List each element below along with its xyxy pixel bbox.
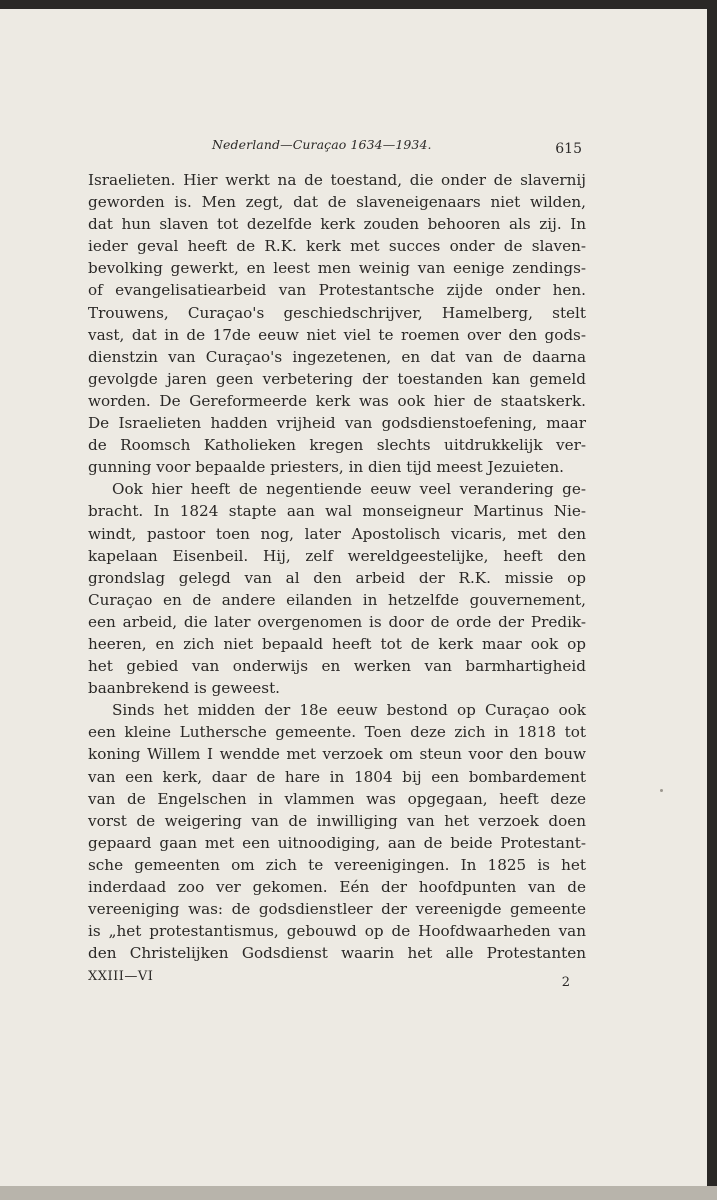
body-text [88,169,586,964]
text-line: inderdaad zoo ver gekomen. Eén der hoofdpunten van de [88,878,586,896]
text-line: sche gemeenten om zich te vereenigingen. In 1825 is het [88,855,586,874]
text-line: De Israelieten hadden vrijheid van godsdienstoefening, maar [88,414,586,433]
printer-signature: XXIII—VI [88,969,154,984]
text-line: bevolking gewerkt, en leest men weinig van eenige zendings- [88,259,586,278]
text-line: Israelieten. Hier werkt na de toestand, die onder de slavernij [88,171,586,189]
page-number: 615 [555,141,582,157]
text-line: Sinds het midden der 18e eeuw bestond op Curaçao ook [112,701,586,720]
text-line: van de Engelschen in vlammen was opgegaan, heeft deze [88,789,586,808]
running-head: Nederland—Curaçao 1634—1934. [212,137,432,152]
text-line: dat hun slaven tot dezelfde kerk zouden behooren als zij. In [88,215,586,234]
paper-speck [660,789,663,792]
text-line: gepaard gaan met een uitnoodiging, aan de beide Protestant- [88,833,586,852]
text-line: heeren, en zich niet bepaald heeft tot de kerk maar ook op [88,634,586,653]
text-line: kapelaan Eisenbeil. Hij, zelf wereldgeestelijke, heeft den [88,546,586,565]
page-footer [88,965,586,989]
text-line: bracht. In 1824 stapte aan wal monseigneur Martinus Nie- [88,502,586,521]
text-line: grondslag gelegd van al den arbeid der R.K. missie op [88,568,586,587]
text-line: een arbeid, die later overgenomen is door de orde der Predik- [88,612,586,631]
text-line: den Christelijken Godsdienst waarin het alle Protestanten [88,944,586,963]
text-line: van een kerk, daar de hare in 1804 bij een bombardement [88,767,586,786]
text-line: dienstzin van Curaçao's ingezetenen, en dat van de daarna [88,347,586,366]
text-line: is „het protestantismus, gebouwd op de Hoofdwaarheden van [88,922,586,941]
sheet-number: 2 [561,975,570,990]
text-line: of evangelisatiearbeid van Protestantsche zijde onder hen. [88,281,586,300]
text-line: windt, pastoor toen nog, later Apostolisch vicaris, met den [88,524,586,543]
text-line: baanbrekend is geweest. [88,679,280,698]
text-line: vast, dat in de 17de eeuw niet viel te roemen over den gods- [88,325,586,344]
scan-top-edge [0,0,717,9]
scan-bottom-edge [0,1186,717,1200]
text-line: gevolgde jaren geen verbetering der toestanden kan gemeld [88,369,586,388]
text-line: een kleine Luthersche gemeente. Toen deze zich in 1818 tot [88,723,586,742]
text-line: Trouwens, Curaçao's geschiedschrijver, Hamelberg, stelt [88,303,586,322]
page-header [88,135,586,157]
text-line: vorst de weigering van de inwilliging van het verzoek doen [88,811,586,830]
scan-right-edge [707,0,717,1200]
text-line: Ook hier heeft de negentiende eeuw veel verandering ge- [112,480,586,499]
text-line: ieder geval heeft de R.K. kerk met succes onder de slaven- [88,237,586,256]
text-line: vereeniging was: de godsdienstleer der vereenigde gemeente [88,900,586,919]
text-line: het gebied van onderwijs en werken van barmhartigheid [88,657,586,676]
text-line: de Roomsch Katholieken kregen slechts uitdrukkelijk ver- [88,436,586,455]
text-line: koning Willem I wendde met verzoek om steun voor den bouw [88,745,586,764]
text-line: geworden is. Men zegt, dat de slaveneigenaars niet wilden, [88,193,586,212]
text-line: gunning voor bepaalde priesters, in dien tijd meest Jezuieten. [88,458,564,477]
text-line: Curaçao en de andere eilanden in hetzelfde gouvernement, [88,590,586,609]
text-line: worden. De Gereformeerde kerk was ook hier de staatskerk. [88,391,586,410]
